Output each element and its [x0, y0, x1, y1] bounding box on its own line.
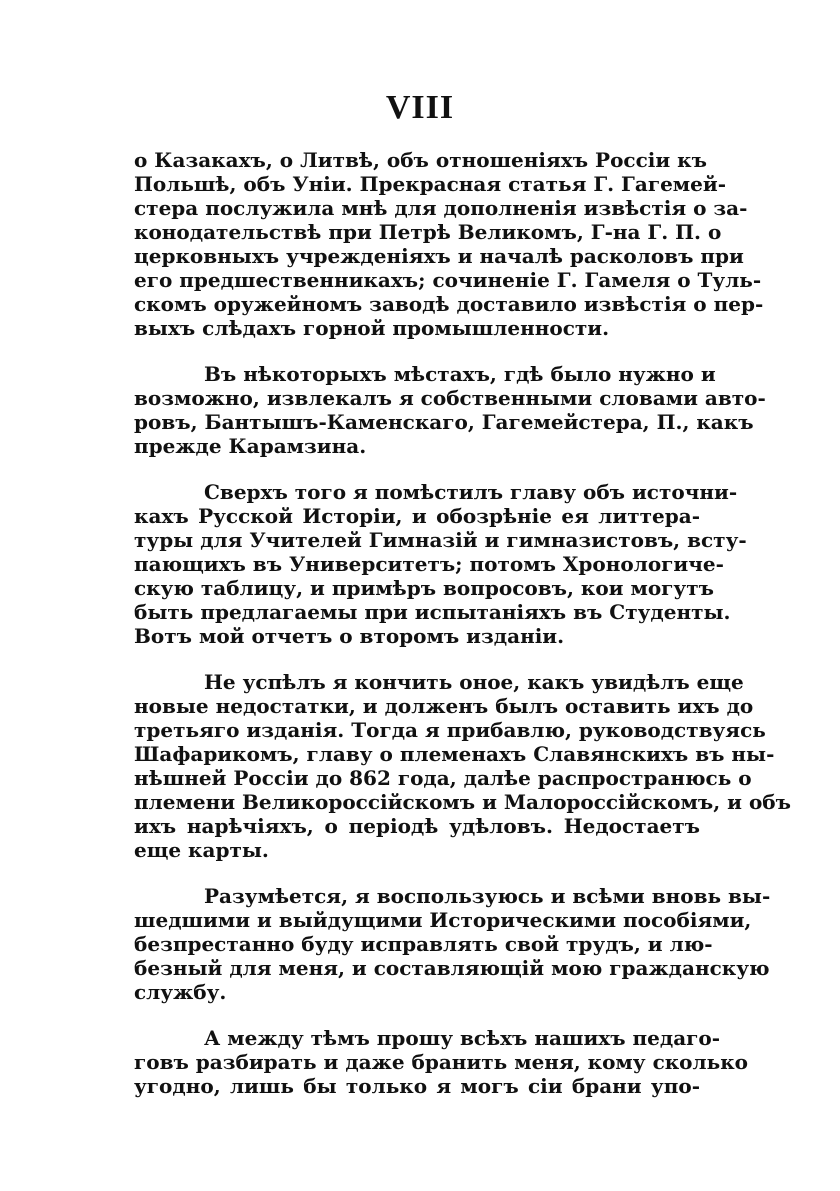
text-line: Въ нѣкоторыхъ мѣстахъ, гдѣ было нужно и: [204, 362, 716, 386]
text-line: пающихъ въ Университетъ; потомъ Хронологиче-: [134, 552, 724, 576]
paragraph-4: [134, 670, 791, 862]
text-line: возможно, извлекалъ я собственными словами авто-: [134, 386, 766, 410]
paragraph-5: [134, 884, 771, 1004]
text-line: его предшественникахъ; сочиненіе Г. Гамеля о Туль-: [134, 268, 762, 292]
text-line: безпрестанно буду исправлять свой трудъ, и лю-: [134, 932, 713, 956]
text-line: прежде Карамзина.: [134, 434, 367, 458]
text-line: третьяго изданія. Тогда я прибавлю, руководствуясь: [134, 718, 766, 742]
text-line: ихъ нарѣчіяхъ, о періодѣ удѣловъ. Недостаетъ: [134, 814, 700, 838]
text-line: Польшѣ, объ Уніи. Прекрасная статья Г. Гагемей-: [134, 172, 727, 196]
text-line: Сверхъ того я помѣстилъ главу объ источни-: [204, 480, 738, 504]
paragraph-3: [134, 480, 747, 648]
text-line: Разумѣется, я воспользуюсь и всѣми вновь вы-: [204, 884, 771, 908]
page-number: VIII: [385, 89, 455, 126]
text-line: еще карты.: [134, 838, 269, 862]
text-line: А между тѣмъ прошу всѣхъ нашихъ педаго-: [204, 1026, 721, 1050]
body-text: [134, 148, 791, 1120]
paragraph-1: [134, 148, 764, 340]
text-line: скомъ оружейномъ заводѣ доставило извѣстія о пер-: [134, 292, 764, 316]
text-line: нѣшней Россіи до 862 года, далѣе распространюсь о: [134, 766, 752, 790]
text-line: говъ разбирать и даже бранить меня, кому сколько: [134, 1050, 748, 1074]
text-line: стера послужила мнѣ для дополненія извѣстія о за-: [134, 196, 748, 220]
text-line: о Казакахъ, о Литвѣ, объ отношеніяхъ Россіи къ: [134, 148, 707, 172]
text-line: быть предлагаемы при испытаніяхъ въ Студенты.: [134, 600, 731, 624]
text-line: церковныхъ учрежденіяхъ и началѣ расколовъ при: [134, 244, 744, 268]
text-line: племени Великороссійскомъ и Малороссійскомъ, и объ: [134, 790, 791, 814]
text-line: конодательствѣ при Петрѣ Великомъ, Г-на Г. П. о: [134, 220, 722, 244]
paragraph-2: [134, 362, 766, 458]
paragraph-6: [134, 1026, 748, 1098]
text-line: туры для Учителей Гимназій и гимназистовъ, всту-: [134, 528, 747, 552]
text-line: службу.: [134, 980, 227, 1004]
text-line: выхъ слѣдахъ горной промышленности.: [134, 316, 610, 340]
text-line: новые недостатки, и долженъ былъ оставить ихъ до: [134, 694, 754, 718]
text-line: скую таблицу, и примѣръ вопросовъ, кои могутъ: [134, 576, 714, 600]
text-line: ровъ, Бантышъ-Каменскаго, Гагемейстера, П., какъ: [134, 410, 754, 434]
text-line: шедшими и выйдущими Историческими пособіями,: [134, 908, 752, 932]
text-line: кахъ Русской Исторіи, и обозрѣніе ея литтера-: [134, 504, 700, 528]
text-line: безный для меня, и составляющій мою гражданскую: [134, 956, 770, 980]
text-line: Не успѣлъ я кончить оное, какъ увидѣлъ еще: [204, 670, 744, 694]
text-line: Шафарикомъ, главу о племенахъ Славянскихъ въ ны-: [134, 742, 775, 766]
text-line: Вотъ мой отчетъ о второмъ изданіи.: [134, 624, 565, 648]
text-line: угодно, лишь бы только я могъ сіи брани упо-: [134, 1074, 700, 1098]
